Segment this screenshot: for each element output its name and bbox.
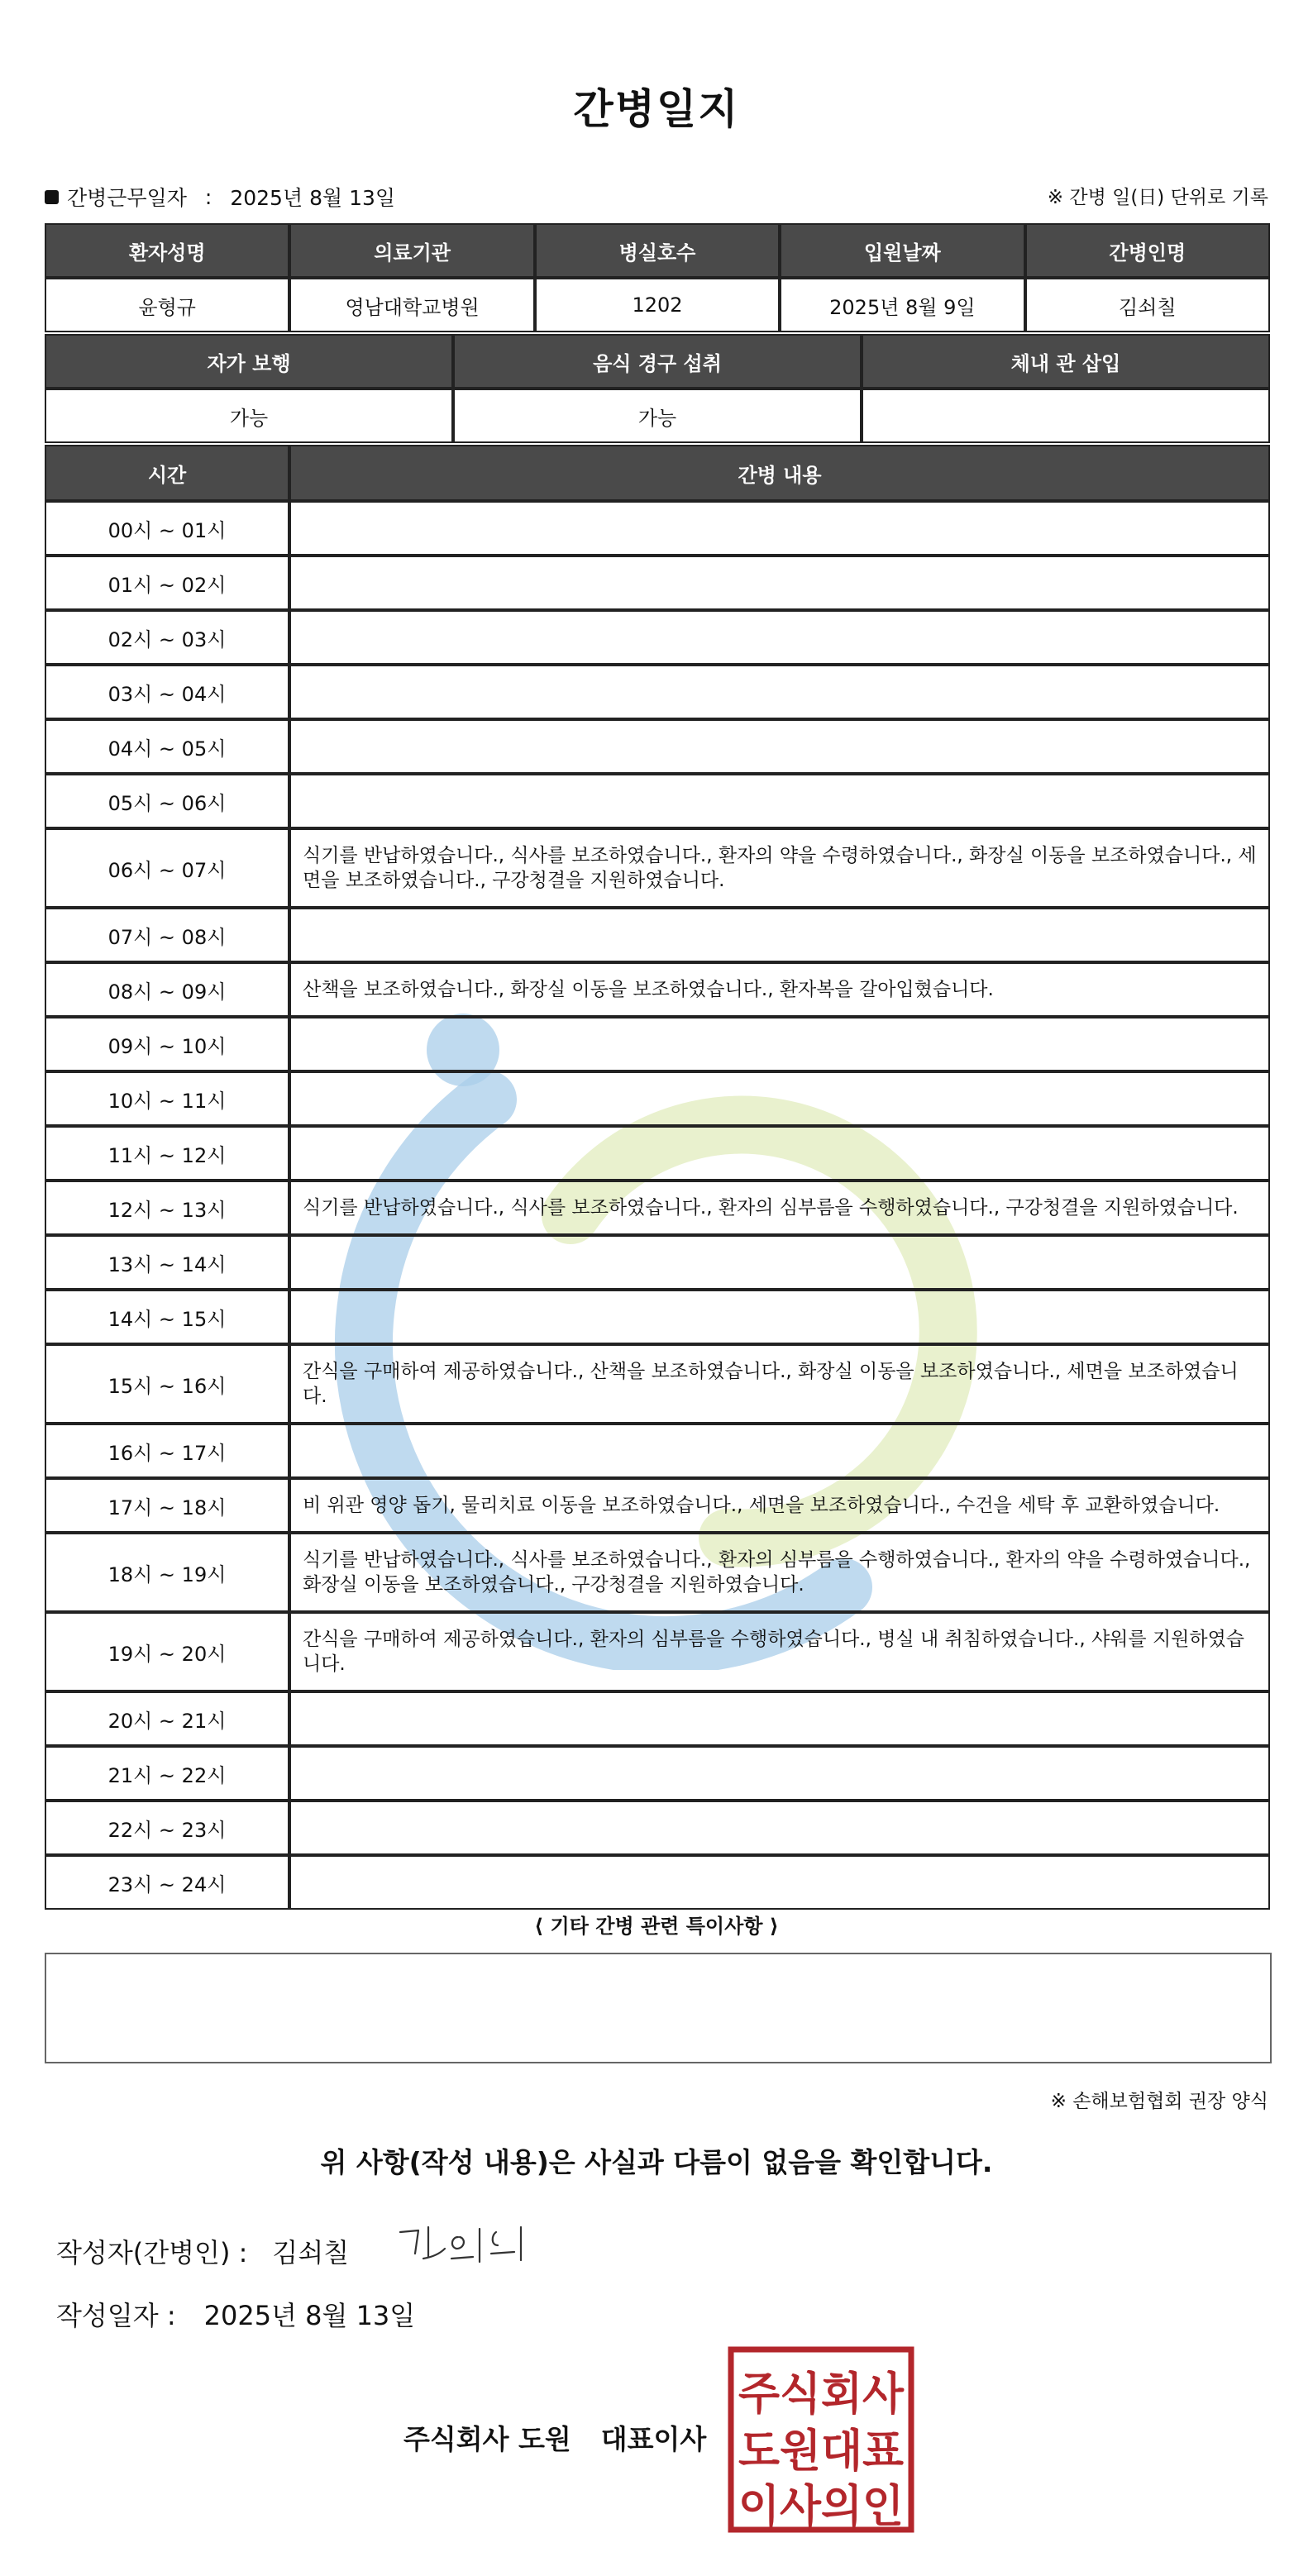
content-cell: 식기를 반납하였습니다., 식사를 보조하였습니다., 환자의 심부름을 수행하였습니다., 환자의 약을 수령하였습니다., 화장실 이동을 보조하였습니다., 구강청결을 지원하였습니다. bbox=[289, 1533, 1270, 1612]
time-cell: 22시 ~ 23시 bbox=[45, 1801, 289, 1855]
write-date-value: 2025년 8월 13일 bbox=[203, 2300, 416, 2331]
patient-status-table bbox=[45, 334, 1270, 443]
self-walking-status: 가능 bbox=[45, 389, 453, 443]
content-cell: 비 위관 영양 돕기, 물리치료 이동을 보조하였습니다., 세면을 보조하였습니다., 수건을 세탁 후 교환하였습니다. bbox=[289, 1478, 1270, 1533]
content-cell bbox=[289, 1017, 1270, 1071]
table-row bbox=[45, 828, 1270, 908]
content-cell: 식기를 반납하였습니다., 식사를 보조하였습니다., 환자의 약을 수령하였습니다., 화장실 이동을 보조하였습니다., 세면을 보조하였습니다., 구강청결을 지원하였습니다. bbox=[289, 828, 1270, 908]
care-log-table bbox=[45, 445, 1270, 1910]
content-cell: 간식을 구매하여 제공하였습니다., 산책을 보조하였습니다., 화장실 이동을 보조하였습니다., 세면을 보조하였습니다. bbox=[289, 1344, 1270, 1424]
svg-text:주식회사: 주식회사 bbox=[738, 2368, 905, 2420]
time-cell: 18시 ~ 19시 bbox=[45, 1533, 289, 1612]
table-row bbox=[45, 719, 1270, 774]
work-date-label: 간병근무일자 bbox=[67, 186, 187, 210]
table-row bbox=[45, 1235, 1270, 1290]
content-cell bbox=[289, 1126, 1270, 1181]
time-cell: 08시 ~ 09시 bbox=[45, 962, 289, 1017]
writer-label: 작성자(간병인) : bbox=[56, 2237, 248, 2268]
info-header: 입원날짜 bbox=[780, 223, 1024, 278]
status-header: 체내 관 삽입 bbox=[862, 334, 1270, 389]
table-row bbox=[45, 1017, 1270, 1071]
svg-text:도원대표: 도원대표 bbox=[738, 2425, 904, 2477]
table-row bbox=[45, 556, 1270, 610]
time-cell: 06시 ~ 07시 bbox=[45, 828, 289, 908]
table-row bbox=[45, 1478, 1270, 1533]
handwritten-signature bbox=[394, 2221, 542, 2278]
svg-text:이사의인: 이사의인 bbox=[738, 2480, 904, 2532]
content-cell bbox=[289, 1235, 1270, 1290]
content-cell bbox=[289, 1071, 1270, 1126]
content-cell: 간식을 구매하여 제공하였습니다., 환자의 심부름을 수행하였습니다., 병실 내 취침하였습니다., 샤워를 지원하였습니다. bbox=[289, 1612, 1270, 1691]
info-header: 환자성명 bbox=[45, 223, 289, 278]
time-cell: 00시 ~ 01시 bbox=[45, 501, 289, 556]
time-cell: 21시 ~ 22시 bbox=[45, 1746, 289, 1801]
representative-title: 대표이사 bbox=[600, 2423, 707, 2455]
content-cell: 식기를 반납하였습니다., 식사를 보조하였습니다., 환자의 심부름을 수행하였습니다., 구강청결을 지원하였습니다. bbox=[289, 1181, 1270, 1235]
time-cell: 01시 ~ 02시 bbox=[45, 556, 289, 610]
table-row bbox=[45, 1746, 1270, 1801]
time-cell: 03시 ~ 04시 bbox=[45, 665, 289, 719]
table-row bbox=[45, 1855, 1270, 1910]
table-row bbox=[45, 774, 1270, 828]
table-row bbox=[45, 1533, 1270, 1612]
time-cell: 11시 ~ 12시 bbox=[45, 1126, 289, 1181]
table-row bbox=[45, 1691, 1270, 1746]
content-cell bbox=[289, 1801, 1270, 1855]
info-header: 의료기관 bbox=[289, 223, 534, 278]
square-bullet-icon bbox=[45, 190, 59, 204]
table-row bbox=[45, 1071, 1270, 1126]
content-header: 간병 내용 bbox=[289, 445, 1270, 501]
write-date-line bbox=[56, 2295, 415, 2333]
table-row bbox=[45, 1801, 1270, 1855]
oral-intake-status: 가능 bbox=[453, 389, 862, 443]
document-title: 간병일지 bbox=[573, 85, 740, 133]
time-cell: 13시 ~ 14시 bbox=[45, 1235, 289, 1290]
content-cell bbox=[289, 1746, 1270, 1801]
record-note: ※ 간병 일(日) 단위로 기록 bbox=[1047, 187, 1268, 208]
time-header: 시간 bbox=[45, 445, 289, 501]
time-cell: 16시 ~ 17시 bbox=[45, 1424, 289, 1478]
table-row bbox=[45, 501, 1270, 556]
table-row bbox=[45, 1344, 1270, 1424]
patient-info-table bbox=[45, 223, 1270, 332]
special-notes-title: ⟨ 기타 간병 관련 특이사항 ⟩ bbox=[534, 1915, 779, 1938]
content-cell bbox=[289, 1691, 1270, 1746]
table-row bbox=[45, 1181, 1270, 1235]
confirmation-statement: 위 사항(작성 내용)은 사실과 다름이 없음을 확인합니다. bbox=[320, 2146, 993, 2178]
time-cell: 20시 ~ 21시 bbox=[45, 1691, 289, 1746]
time-cell: 17시 ~ 18시 bbox=[45, 1478, 289, 1533]
table-row bbox=[45, 1126, 1270, 1181]
time-cell: 09시 ~ 10시 bbox=[45, 1017, 289, 1071]
status-header: 자가 보행 bbox=[45, 334, 453, 389]
content-cell bbox=[289, 1424, 1270, 1478]
time-cell: 02시 ~ 03시 bbox=[45, 610, 289, 665]
room-number: 1202 bbox=[535, 278, 780, 332]
status-header: 음식 경구 섭취 bbox=[453, 334, 862, 389]
content-cell bbox=[289, 610, 1270, 665]
time-cell: 15시 ~ 16시 bbox=[45, 1344, 289, 1424]
table-row bbox=[45, 1424, 1270, 1478]
content-cell bbox=[289, 719, 1270, 774]
admission-date: 2025년 8월 9일 bbox=[780, 278, 1024, 332]
table-row bbox=[45, 962, 1270, 1017]
table-row bbox=[45, 665, 1270, 719]
tube-insertion-status bbox=[862, 389, 1270, 443]
insurance-note: ※ 손해보험협회 권장 양식 bbox=[1050, 2091, 1268, 2112]
content-cell bbox=[289, 1290, 1270, 1344]
medical-institution: 영남대학교병원 bbox=[289, 278, 534, 332]
time-cell: 05시 ~ 06시 bbox=[45, 774, 289, 828]
time-cell: 23시 ~ 24시 bbox=[45, 1855, 289, 1910]
time-cell: 12시 ~ 13시 bbox=[45, 1181, 289, 1235]
time-cell: 14시 ~ 15시 bbox=[45, 1290, 289, 1344]
work-date bbox=[45, 182, 395, 212]
info-header: 간병인명 bbox=[1025, 223, 1270, 278]
company-line bbox=[403, 2418, 706, 2457]
time-cell: 07시 ~ 08시 bbox=[45, 908, 289, 962]
table-row bbox=[45, 908, 1270, 962]
work-date-value: 2025년 8월 13일 bbox=[230, 186, 396, 210]
info-header: 병실호수 bbox=[535, 223, 780, 278]
special-notes-box bbox=[45, 1953, 1272, 2063]
caregiver-name: 김쇠칠 bbox=[1025, 278, 1270, 332]
patient-name: 윤형규 bbox=[45, 278, 289, 332]
content-cell bbox=[289, 908, 1270, 962]
company-name: 주식회사 도원 bbox=[403, 2423, 571, 2455]
write-date-label: 작성일자 : bbox=[56, 2300, 176, 2331]
content-cell bbox=[289, 1855, 1270, 1910]
time-cell: 04시 ~ 05시 bbox=[45, 719, 289, 774]
content-cell bbox=[289, 501, 1270, 556]
work-date-separator: : bbox=[204, 184, 212, 209]
content-cell bbox=[289, 774, 1270, 828]
writer-line bbox=[56, 2232, 349, 2270]
time-cell: 10시 ~ 11시 bbox=[45, 1071, 289, 1126]
company-seal bbox=[728, 2346, 914, 2533]
content-cell bbox=[289, 556, 1270, 610]
table-row bbox=[45, 1290, 1270, 1344]
content-cell bbox=[289, 665, 1270, 719]
table-row bbox=[45, 610, 1270, 665]
writer-name: 김쇠칠 bbox=[272, 2237, 350, 2268]
content-cell: 산책을 보조하였습니다., 화장실 이동을 보조하였습니다., 환자복을 갈아입혔습니다. bbox=[289, 962, 1270, 1017]
table-row bbox=[45, 1612, 1270, 1691]
time-cell: 19시 ~ 20시 bbox=[45, 1612, 289, 1691]
